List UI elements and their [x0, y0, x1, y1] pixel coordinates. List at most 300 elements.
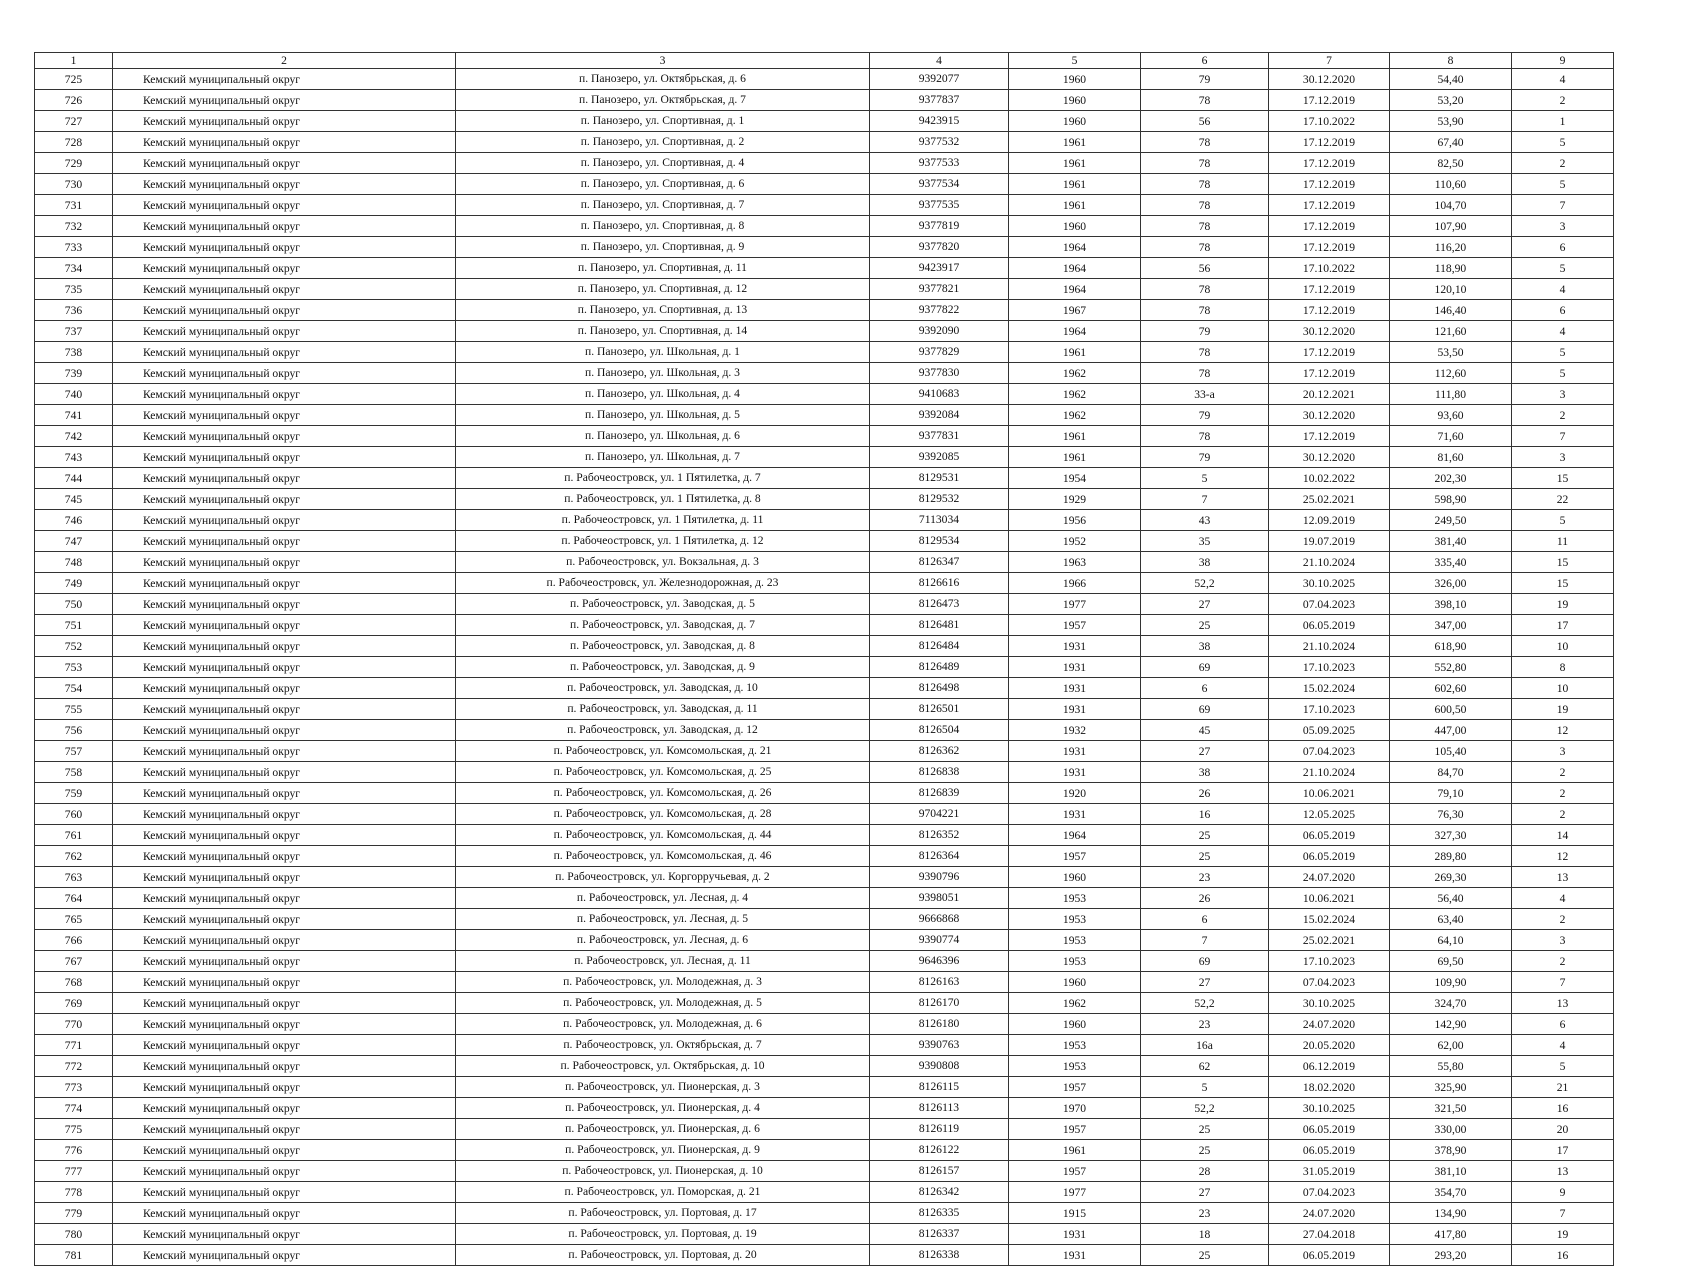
count-cell: 13 — [1512, 867, 1614, 888]
area-cell: 598,90 — [1390, 489, 1512, 510]
address-cell: п. Рабочеостровск, ул. Заводская, д. 10 — [456, 678, 870, 699]
count-cell: 3 — [1512, 741, 1614, 762]
table-row — [35, 1077, 1614, 1098]
address-cell: п. Рабочеостровск, ул. Вокзальная, д. 3 — [456, 552, 870, 573]
code-cell: 8126119 — [870, 1119, 1009, 1140]
count-cell: 12 — [1512, 846, 1614, 867]
table-row — [35, 405, 1614, 426]
count-cell: 5 — [1512, 510, 1614, 531]
count-cell: 2 — [1512, 762, 1614, 783]
code-cell: 8126616 — [870, 573, 1009, 594]
date-cell: 17.12.2019 — [1269, 237, 1390, 258]
count-cell: 20 — [1512, 1119, 1614, 1140]
count-cell: 4 — [1512, 279, 1614, 300]
code-cell: 8126838 — [870, 762, 1009, 783]
year-cell: 1915 — [1009, 1203, 1141, 1224]
municipality-cell: Кемский муниципальный округ — [113, 804, 456, 825]
row-number-cell: 753 — [35, 657, 113, 678]
row-number-cell: 773 — [35, 1077, 113, 1098]
year-cell: 1953 — [1009, 1035, 1141, 1056]
count-cell: 2 — [1512, 804, 1614, 825]
row-number-cell: 738 — [35, 342, 113, 363]
date-cell: 07.04.2023 — [1269, 594, 1390, 615]
doc-number-cell: 27 — [1141, 972, 1269, 993]
row-number-cell: 769 — [35, 993, 113, 1014]
area-cell: 347,00 — [1390, 615, 1512, 636]
date-cell: 10.06.2021 — [1269, 783, 1390, 804]
municipality-cell: Кемский муниципальный округ — [113, 678, 456, 699]
count-cell: 19 — [1512, 594, 1614, 615]
doc-number-cell: 25 — [1141, 615, 1269, 636]
date-cell: 18.02.2020 — [1269, 1077, 1390, 1098]
row-number-cell: 768 — [35, 972, 113, 993]
table-row — [35, 573, 1614, 594]
year-cell: 1964 — [1009, 321, 1141, 342]
date-cell: 06.05.2019 — [1269, 1119, 1390, 1140]
municipality-cell: Кемский муниципальный округ — [113, 384, 456, 405]
date-cell: 17.12.2019 — [1269, 153, 1390, 174]
date-cell: 05.09.2025 — [1269, 720, 1390, 741]
municipality-cell: Кемский муниципальный округ — [113, 195, 456, 216]
count-cell: 5 — [1512, 132, 1614, 153]
area-cell: 381,10 — [1390, 1161, 1512, 1182]
date-cell: 06.05.2019 — [1269, 615, 1390, 636]
date-cell: 30.12.2020 — [1269, 321, 1390, 342]
address-cell: п. Панозеро, ул. Школьная, д. 5 — [456, 405, 870, 426]
year-cell: 1953 — [1009, 888, 1141, 909]
municipality-cell: Кемский муниципальный округ — [113, 90, 456, 111]
year-cell: 1953 — [1009, 1056, 1141, 1077]
year-cell: 1963 — [1009, 552, 1141, 573]
area-cell: 120,10 — [1390, 279, 1512, 300]
code-cell: 9392090 — [870, 321, 1009, 342]
municipality-cell: Кемский муниципальный округ — [113, 216, 456, 237]
municipality-cell: Кемский муниципальный округ — [113, 321, 456, 342]
row-number-cell: 732 — [35, 216, 113, 237]
doc-number-cell: 27 — [1141, 1182, 1269, 1203]
doc-number-cell: 25 — [1141, 1119, 1269, 1140]
count-cell: 3 — [1512, 384, 1614, 405]
count-cell: 2 — [1512, 951, 1614, 972]
table-row — [35, 510, 1614, 531]
code-cell: 8126180 — [870, 1014, 1009, 1035]
address-cell: п. Рабочеостровск, ул. 1 Пятилетка, д. 12 — [456, 531, 870, 552]
address-cell: п. Рабочеостровск, ул. Коргорручьевая, д. 2 — [456, 867, 870, 888]
doc-number-cell: 78 — [1141, 363, 1269, 384]
count-cell: 2 — [1512, 909, 1614, 930]
table-row — [35, 594, 1614, 615]
area-cell: 53,20 — [1390, 90, 1512, 111]
year-cell: 1961 — [1009, 342, 1141, 363]
table-row — [35, 279, 1614, 300]
code-cell: 8126481 — [870, 615, 1009, 636]
table-row — [35, 804, 1614, 825]
year-cell: 1931 — [1009, 1224, 1141, 1245]
area-cell: 64,10 — [1390, 930, 1512, 951]
doc-number-cell: 52,2 — [1141, 1098, 1269, 1119]
table-row — [35, 825, 1614, 846]
doc-number-cell: 79 — [1141, 447, 1269, 468]
area-cell: 146,40 — [1390, 300, 1512, 321]
date-cell: 06.05.2019 — [1269, 1140, 1390, 1161]
area-cell: 71,60 — [1390, 426, 1512, 447]
year-cell: 1961 — [1009, 447, 1141, 468]
date-cell: 06.05.2019 — [1269, 825, 1390, 846]
municipality-cell: Кемский муниципальный округ — [113, 615, 456, 636]
code-cell: 9390774 — [870, 930, 1009, 951]
address-cell: п. Рабочеостровск, ул. Комсомольская, д. 46 — [456, 846, 870, 867]
date-cell: 30.10.2025 — [1269, 1098, 1390, 1119]
municipality-cell: Кемский муниципальный округ — [113, 1224, 456, 1245]
year-cell: 1957 — [1009, 615, 1141, 636]
row-number-cell: 747 — [35, 531, 113, 552]
date-cell: 12.05.2025 — [1269, 804, 1390, 825]
municipality-cell: Кемский муниципальный округ — [113, 258, 456, 279]
column-number-header-row — [35, 53, 1614, 69]
year-cell: 1931 — [1009, 699, 1141, 720]
area-cell: 81,60 — [1390, 447, 1512, 468]
address-cell: п. Панозеро, ул. Спортивная, д. 13 — [456, 300, 870, 321]
table-row — [35, 552, 1614, 573]
row-number-cell: 757 — [35, 741, 113, 762]
address-cell: п. Рабочеостровск, ул. Октябрьская, д. 7 — [456, 1035, 870, 1056]
area-cell: 76,30 — [1390, 804, 1512, 825]
year-cell: 1932 — [1009, 720, 1141, 741]
doc-number-cell: 56 — [1141, 258, 1269, 279]
address-cell: п. Рабочеостровск, ул. Заводская, д. 7 — [456, 615, 870, 636]
area-cell: 55,80 — [1390, 1056, 1512, 1077]
code-cell: 8126335 — [870, 1203, 1009, 1224]
address-cell: п. Панозеро, ул. Школьная, д. 1 — [456, 342, 870, 363]
count-cell: 15 — [1512, 468, 1614, 489]
area-cell: 112,60 — [1390, 363, 1512, 384]
table-row — [35, 258, 1614, 279]
row-number-cell: 776 — [35, 1140, 113, 1161]
count-cell: 10 — [1512, 678, 1614, 699]
address-cell: п. Панозеро, ул. Октябрьская, д. 6 — [456, 69, 870, 90]
count-cell: 5 — [1512, 174, 1614, 195]
table-row — [35, 531, 1614, 552]
code-cell: 8126115 — [870, 1077, 1009, 1098]
row-number-cell: 746 — [35, 510, 113, 531]
year-cell: 1960 — [1009, 111, 1141, 132]
count-cell: 3 — [1512, 447, 1614, 468]
row-number-cell: 752 — [35, 636, 113, 657]
area-cell: 398,10 — [1390, 594, 1512, 615]
table-row — [35, 468, 1614, 489]
row-number-cell: 772 — [35, 1056, 113, 1077]
municipality-cell: Кемский муниципальный округ — [113, 741, 456, 762]
date-cell: 21.10.2024 — [1269, 762, 1390, 783]
municipality-cell: Кемский муниципальный округ — [113, 846, 456, 867]
count-cell: 2 — [1512, 783, 1614, 804]
area-cell: 269,30 — [1390, 867, 1512, 888]
address-cell: п. Рабочеостровск, ул. Комсомольская, д. 44 — [456, 825, 870, 846]
table-row — [35, 132, 1614, 153]
date-cell: 17.12.2019 — [1269, 195, 1390, 216]
date-cell: 06.12.2019 — [1269, 1056, 1390, 1077]
year-cell: 1920 — [1009, 783, 1141, 804]
address-cell: п. Рабочеостровск, ул. Портовая, д. 19 — [456, 1224, 870, 1245]
table-row — [35, 69, 1614, 90]
year-cell: 1962 — [1009, 993, 1141, 1014]
municipality-cell: Кемский муниципальный округ — [113, 972, 456, 993]
row-number-cell: 735 — [35, 279, 113, 300]
count-cell: 16 — [1512, 1098, 1614, 1119]
area-cell: 293,20 — [1390, 1245, 1512, 1266]
area-cell: 202,30 — [1390, 468, 1512, 489]
municipality-cell: Кемский муниципальный округ — [113, 636, 456, 657]
row-number-cell: 737 — [35, 321, 113, 342]
area-cell: 447,00 — [1390, 720, 1512, 741]
date-cell: 17.10.2022 — [1269, 111, 1390, 132]
year-cell: 1964 — [1009, 237, 1141, 258]
address-cell: п. Рабочеостровск, ул. Пионерская, д. 9 — [456, 1140, 870, 1161]
doc-number-cell: 6 — [1141, 678, 1269, 699]
table-row — [35, 384, 1614, 405]
year-cell: 1962 — [1009, 405, 1141, 426]
date-cell: 21.10.2024 — [1269, 552, 1390, 573]
row-number-cell: 739 — [35, 363, 113, 384]
address-cell: п. Рабочеостровск, ул. Пионерская, д. 4 — [456, 1098, 870, 1119]
doc-number-cell: 79 — [1141, 321, 1269, 342]
column-header-2: 2 — [113, 53, 456, 69]
code-cell: 9392084 — [870, 405, 1009, 426]
doc-number-cell: 5 — [1141, 468, 1269, 489]
table-row — [35, 741, 1614, 762]
doc-number-cell: 69 — [1141, 951, 1269, 972]
code-cell: 9390763 — [870, 1035, 1009, 1056]
table-row — [35, 1203, 1614, 1224]
municipality-cell: Кемский муниципальный округ — [113, 300, 456, 321]
address-cell: п. Рабочеостровск, ул. Заводская, д. 12 — [456, 720, 870, 741]
address-cell: п. Рабочеостровск, ул. 1 Пятилетка, д. 7 — [456, 468, 870, 489]
code-cell: 8126352 — [870, 825, 1009, 846]
code-cell: 7113034 — [870, 510, 1009, 531]
date-cell: 27.04.2018 — [1269, 1224, 1390, 1245]
row-number-cell: 742 — [35, 426, 113, 447]
year-cell: 1961 — [1009, 132, 1141, 153]
row-number-cell: 774 — [35, 1098, 113, 1119]
table-row — [35, 720, 1614, 741]
doc-number-cell: 38 — [1141, 762, 1269, 783]
doc-number-cell: 23 — [1141, 1203, 1269, 1224]
year-cell: 1966 — [1009, 573, 1141, 594]
area-cell: 116,20 — [1390, 237, 1512, 258]
year-cell: 1962 — [1009, 363, 1141, 384]
area-cell: 417,80 — [1390, 1224, 1512, 1245]
count-cell: 5 — [1512, 1056, 1614, 1077]
municipality-cell: Кемский муниципальный округ — [113, 867, 456, 888]
table-row — [35, 1161, 1614, 1182]
area-cell: 321,50 — [1390, 1098, 1512, 1119]
area-cell: 552,80 — [1390, 657, 1512, 678]
date-cell: 15.02.2024 — [1269, 909, 1390, 930]
doc-number-cell: 78 — [1141, 90, 1269, 111]
code-cell: 8126338 — [870, 1245, 1009, 1266]
count-cell: 17 — [1512, 1140, 1614, 1161]
column-header-6: 6 — [1141, 53, 1269, 69]
address-cell: п. Панозеро, ул. Спортивная, д. 9 — [456, 237, 870, 258]
code-cell: 9390808 — [870, 1056, 1009, 1077]
area-cell: 249,50 — [1390, 510, 1512, 531]
count-cell: 15 — [1512, 573, 1614, 594]
row-number-cell: 771 — [35, 1035, 113, 1056]
address-cell: п. Рабочеостровск, ул. Лесная, д. 4 — [456, 888, 870, 909]
address-cell: п. Рабочеостровск, ул. Лесная, д. 5 — [456, 909, 870, 930]
year-cell: 1961 — [1009, 1140, 1141, 1161]
area-cell: 327,30 — [1390, 825, 1512, 846]
address-cell: п. Панозеро, ул. Спортивная, д. 14 — [456, 321, 870, 342]
column-header-3: 3 — [456, 53, 870, 69]
code-cell: 8126839 — [870, 783, 1009, 804]
municipality-cell: Кемский муниципальный округ — [113, 1203, 456, 1224]
address-cell: п. Панозеро, ул. Спортивная, д. 8 — [456, 216, 870, 237]
row-number-cell: 733 — [35, 237, 113, 258]
code-cell: 9666868 — [870, 909, 1009, 930]
table-row — [35, 888, 1614, 909]
date-cell: 20.12.2021 — [1269, 384, 1390, 405]
code-cell: 8126498 — [870, 678, 1009, 699]
table-row — [35, 342, 1614, 363]
doc-number-cell: 23 — [1141, 1014, 1269, 1035]
year-cell: 1961 — [1009, 153, 1141, 174]
address-cell: п. Панозеро, ул. Спортивная, д. 11 — [456, 258, 870, 279]
date-cell: 21.10.2024 — [1269, 636, 1390, 657]
area-cell: 105,40 — [1390, 741, 1512, 762]
column-header-7: 7 — [1269, 53, 1390, 69]
municipality-cell: Кемский муниципальный округ — [113, 825, 456, 846]
code-cell: 8129531 — [870, 468, 1009, 489]
date-cell: 17.12.2019 — [1269, 300, 1390, 321]
doc-number-cell: 38 — [1141, 636, 1269, 657]
code-cell: 8126163 — [870, 972, 1009, 993]
row-number-cell: 759 — [35, 783, 113, 804]
table-row — [35, 321, 1614, 342]
area-cell: 326,00 — [1390, 573, 1512, 594]
year-cell: 1931 — [1009, 762, 1141, 783]
count-cell: 13 — [1512, 993, 1614, 1014]
municipality-cell: Кемский муниципальный округ — [113, 447, 456, 468]
year-cell: 1960 — [1009, 1014, 1141, 1035]
code-cell: 9423915 — [870, 111, 1009, 132]
code-cell: 8126489 — [870, 657, 1009, 678]
date-cell: 17.12.2019 — [1269, 279, 1390, 300]
code-cell: 9377822 — [870, 300, 1009, 321]
code-cell: 9377829 — [870, 342, 1009, 363]
count-cell: 4 — [1512, 321, 1614, 342]
year-cell: 1931 — [1009, 636, 1141, 657]
date-cell: 30.12.2020 — [1269, 69, 1390, 90]
table-row — [35, 174, 1614, 195]
column-header-1: 1 — [35, 53, 113, 69]
year-cell: 1967 — [1009, 300, 1141, 321]
municipality-cell: Кемский муниципальный округ — [113, 426, 456, 447]
date-cell: 17.12.2019 — [1269, 132, 1390, 153]
row-number-cell: 748 — [35, 552, 113, 573]
code-cell: 9377837 — [870, 90, 1009, 111]
row-number-cell: 754 — [35, 678, 113, 699]
row-number-cell: 762 — [35, 846, 113, 867]
count-cell: 7 — [1512, 426, 1614, 447]
row-number-cell: 744 — [35, 468, 113, 489]
year-cell: 1957 — [1009, 846, 1141, 867]
date-cell: 24.07.2020 — [1269, 1014, 1390, 1035]
address-cell: п. Рабочеостровск, ул. Железнодорожная, д. 23 — [456, 573, 870, 594]
row-number-cell: 736 — [35, 300, 113, 321]
code-cell: 9377819 — [870, 216, 1009, 237]
area-cell: 109,90 — [1390, 972, 1512, 993]
date-cell: 25.02.2021 — [1269, 489, 1390, 510]
year-cell: 1931 — [1009, 1245, 1141, 1266]
municipality-cell: Кемский муниципальный округ — [113, 1245, 456, 1266]
code-cell: 9392077 — [870, 69, 1009, 90]
date-cell: 17.12.2019 — [1269, 216, 1390, 237]
count-cell: 1 — [1512, 111, 1614, 132]
doc-number-cell: 25 — [1141, 1140, 1269, 1161]
row-number-cell: 727 — [35, 111, 113, 132]
count-cell: 3 — [1512, 216, 1614, 237]
year-cell: 1953 — [1009, 951, 1141, 972]
address-cell: п. Панозеро, ул. Спортивная, д. 12 — [456, 279, 870, 300]
table-row — [35, 783, 1614, 804]
address-cell: п. Рабочеостровск, ул. Комсомольская, д. 25 — [456, 762, 870, 783]
doc-number-cell: 78 — [1141, 132, 1269, 153]
date-cell: 17.12.2019 — [1269, 342, 1390, 363]
date-cell: 20.05.2020 — [1269, 1035, 1390, 1056]
count-cell: 2 — [1512, 153, 1614, 174]
table-row — [35, 951, 1614, 972]
municipality-cell: Кемский муниципальный округ — [113, 468, 456, 489]
doc-number-cell: 6 — [1141, 909, 1269, 930]
area-cell: 82,50 — [1390, 153, 1512, 174]
municipality-cell: Кемский муниципальный округ — [113, 510, 456, 531]
count-cell: 12 — [1512, 720, 1614, 741]
year-cell: 1957 — [1009, 1161, 1141, 1182]
area-cell: 56,40 — [1390, 888, 1512, 909]
row-number-cell: 740 — [35, 384, 113, 405]
code-cell: 9377830 — [870, 363, 1009, 384]
doc-number-cell: 45 — [1141, 720, 1269, 741]
code-cell: 8126170 — [870, 993, 1009, 1014]
row-number-cell: 725 — [35, 69, 113, 90]
code-cell: 8126113 — [870, 1098, 1009, 1119]
municipality-cell: Кемский муниципальный округ — [113, 174, 456, 195]
doc-number-cell: 78 — [1141, 153, 1269, 174]
code-cell: 8129532 — [870, 489, 1009, 510]
municipality-cell: Кемский муниципальный округ — [113, 111, 456, 132]
table-row — [35, 426, 1614, 447]
count-cell: 6 — [1512, 237, 1614, 258]
doc-number-cell: 52,2 — [1141, 573, 1269, 594]
code-cell: 9390796 — [870, 867, 1009, 888]
table-row — [35, 993, 1614, 1014]
table-row — [35, 237, 1614, 258]
row-number-cell: 778 — [35, 1182, 113, 1203]
municipality-cell: Кемский муниципальный округ — [113, 1119, 456, 1140]
column-header-5: 5 — [1009, 53, 1141, 69]
table-row — [35, 846, 1614, 867]
municipality-cell: Кемский муниципальный округ — [113, 1014, 456, 1035]
doc-number-cell: 26 — [1141, 783, 1269, 804]
table-row — [35, 1140, 1614, 1161]
count-cell: 3 — [1512, 930, 1614, 951]
table-row — [35, 1098, 1614, 1119]
address-cell: п. Рабочеостровск, ул. Комсомольская, д. 28 — [456, 804, 870, 825]
table-row — [35, 678, 1614, 699]
year-cell: 1961 — [1009, 174, 1141, 195]
doc-number-cell: 28 — [1141, 1161, 1269, 1182]
